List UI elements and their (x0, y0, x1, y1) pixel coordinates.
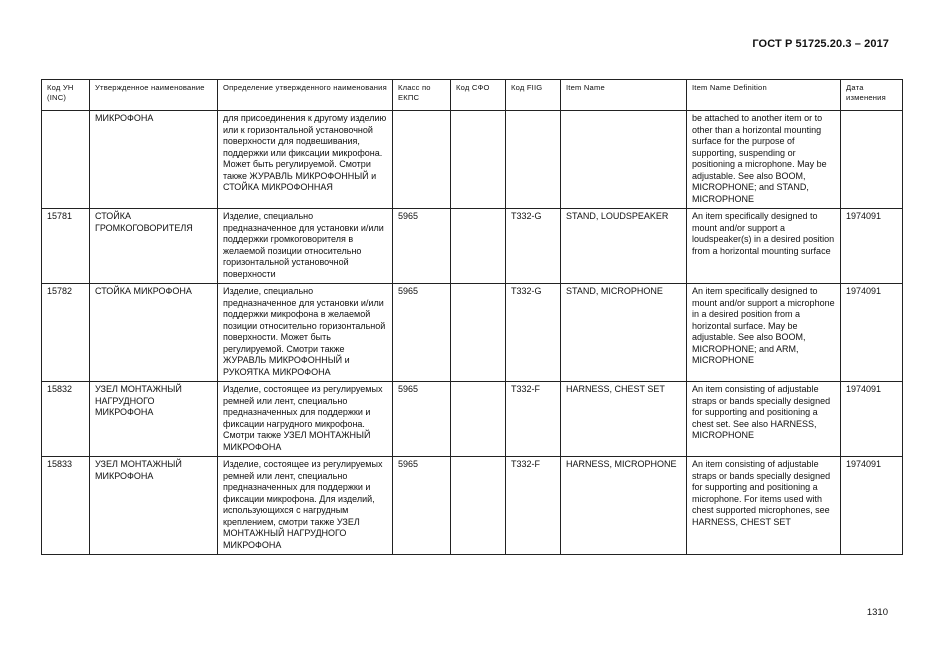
cell-sfo (451, 382, 506, 457)
table-row (42, 209, 903, 284)
cell-definition-en: be attached to another item or to other than a horizontal mounting surface for the purpose of supporting, suspending or positioning a microphone. May be adjustable. See also BOOM, MICROPHONE; and STAND, MICROPHONE (687, 111, 841, 209)
col-header-definition-ru: Определение утвержденного наименования (218, 80, 393, 111)
cell-item-name: HARNESS, CHEST SET (561, 382, 687, 457)
col-header-item-name: Item Name (561, 80, 687, 111)
col-header-ekps: Класс по ЕКПС (393, 80, 451, 111)
cell-item-name: STAND, MICROPHONE (561, 284, 687, 382)
cell-fiig: T332-F (506, 457, 561, 555)
cell-sfo (451, 111, 506, 209)
cell-definition-ru: Изделие, специально предназначенное для установки и/или поддержки микрофона в желаемой позиции относительно горизонтальной поверхности. Может быть регулируемой. Смотри также ЖУРАВЛЬ МИКРОФОННЫЙ и РУКОЯТКА МИКРОФОНА (218, 284, 393, 382)
cell-inc: 15782 (42, 284, 90, 382)
table-row (42, 382, 903, 457)
cell-sfo (451, 209, 506, 284)
cell-definition-en: An item consisting of adjustable straps or bands specially designed for supporting and positioning a microphone. For items used with chest supported microphones, see HARNESS, CHEST SET (687, 457, 841, 555)
page-number: 1310 (866, 607, 888, 618)
cell-definition-en: An item specifically designed to mount and/or support a microphone in a desired position from a horizontal surface. May be adjustable. See also BOOM, MICROPHONE; and ARM, MICROPHONE (687, 284, 841, 382)
cell-name-ru: СТОЙКА ГРОМКОГОВОРИТЕЛЯ (90, 209, 218, 284)
cell-definition-en: An item consisting of adjustable straps or bands specially designed for supporting and positioning a chest set. See also HARNESS, MICROPHONE (687, 382, 841, 457)
cell-name-ru: УЗЕЛ МОНТАЖНЫЙ МИКРОФОНА (90, 457, 218, 555)
col-header-sfo: Код СФО (451, 80, 506, 111)
cell-inc (42, 111, 90, 209)
cell-fiig: T332-G (506, 209, 561, 284)
cell-date (841, 111, 903, 209)
col-header-date: Дата изменения (841, 80, 903, 111)
document-code: ГОСТ Р 51725.20.3 – 2017 (752, 38, 889, 50)
table-row (42, 111, 903, 209)
cell-date: 1974091 (841, 209, 903, 284)
col-header-definition-en: Item Name Definition (687, 80, 841, 111)
cell-ekps: 5965 (393, 382, 451, 457)
col-header-name-ru: Утвержденное наименование (90, 80, 218, 111)
cell-date: 1974091 (841, 457, 903, 555)
col-header-fiig: Код FIIG (506, 80, 561, 111)
cell-name-ru: УЗЕЛ МОНТАЖНЫЙ НАГРУДНОГО МИКРОФОНА (90, 382, 218, 457)
cell-name-ru: СТОЙКА МИКРОФОНА (90, 284, 218, 382)
cell-definition-ru: Изделие, состоящее из регулируемых ремней или лент, специально предназначенных для поддержки и фиксации нагрудного микрофона. Смотри также УЗЕЛ МОНТАЖНЫЙ МИКРОФОНА (218, 382, 393, 457)
cell-ekps (393, 111, 451, 209)
cell-fiig: T332-F (506, 382, 561, 457)
cell-item-name: HARNESS, MICROPHONE (561, 457, 687, 555)
nomenclature-table (41, 79, 903, 555)
table-row (42, 284, 903, 382)
cell-ekps: 5965 (393, 457, 451, 555)
cell-definition-ru: Изделие, состоящее из регулируемых ремней или лент, специально предназначенных для поддержки и фиксации микрофона. Для изделий, использующихся с нагрудным креплением, смотри также УЗЕЛ МОНТАЖНЫЙ НАГРУДНОГО МИКРОФОНА (218, 457, 393, 555)
cell-definition-en: An item specifically designed to mount and/or support a loudspeaker(s) in a desired position from a horizontal mounting surface (687, 209, 841, 284)
cell-date: 1974091 (841, 382, 903, 457)
cell-fiig (506, 111, 561, 209)
col-header-inc: Код УН (INC) (42, 80, 90, 111)
cell-date: 1974091 (841, 284, 903, 382)
table-header-row (42, 80, 903, 111)
table-row (42, 457, 903, 555)
cell-ekps: 5965 (393, 284, 451, 382)
cell-fiig: T332-G (506, 284, 561, 382)
cell-item-name (561, 111, 687, 209)
cell-inc: 15781 (42, 209, 90, 284)
cell-name-ru: МИКРОФОНА (90, 111, 218, 209)
cell-inc: 15833 (42, 457, 90, 555)
cell-inc: 15832 (42, 382, 90, 457)
cell-sfo (451, 284, 506, 382)
cell-item-name: STAND, LOUDSPEAKER (561, 209, 687, 284)
cell-sfo (451, 457, 506, 555)
cell-definition-ru: для присоединения к другому изделию или к горизонтальной установочной поверхности для подвешивания, поддержки или фиксации микрофона. Может быть регулируемой. Смотри также ЖУРАВЛЬ МИКРОФОННЫЙ и СТОЙКА МИКРОФОННАЯ (218, 111, 393, 209)
cell-ekps: 5965 (393, 209, 451, 284)
cell-definition-ru: Изделие, специально предназначенное для установки и/или поддержки громкоговорителя в желаемой позиции относительно горизонтальной установочной поверхности (218, 209, 393, 284)
